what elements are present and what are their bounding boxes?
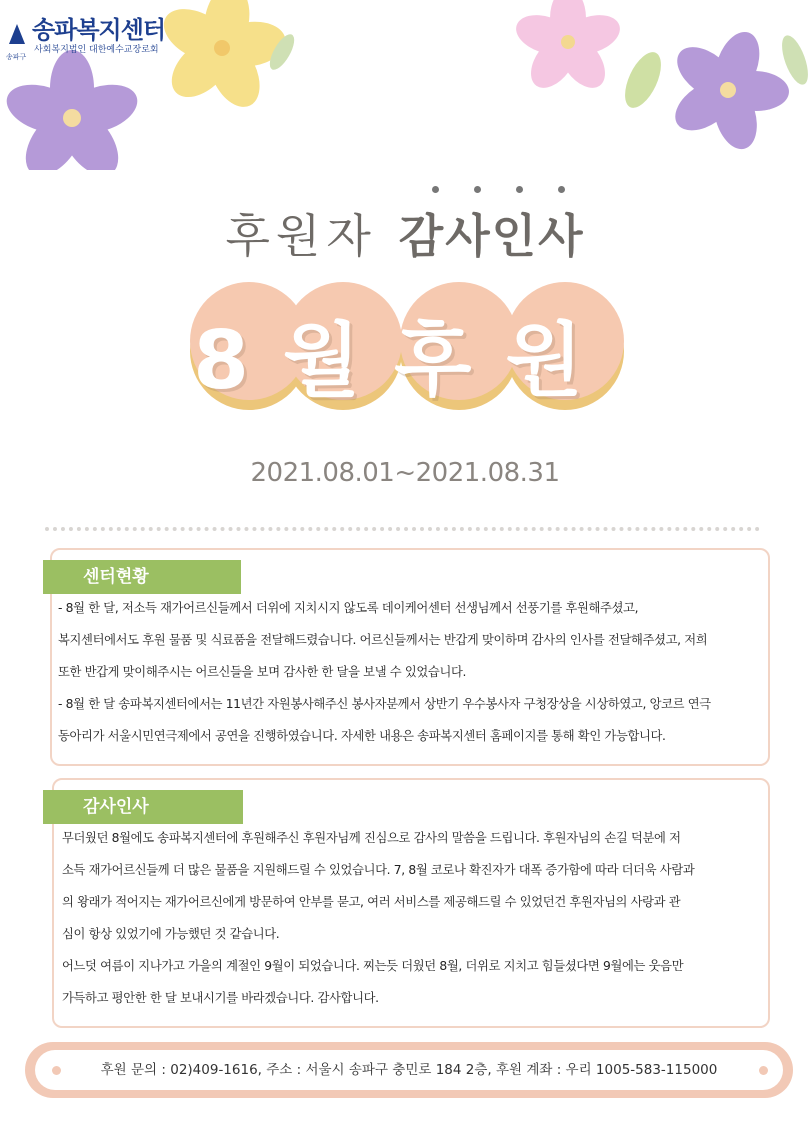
purple-flower-icon (666, 26, 789, 154)
emphasis-dot (516, 186, 523, 193)
pink-flower-icon (511, 0, 625, 96)
body-line: 가득하고 평안한 한 달 보내시기를 바라겠습니다. 감사합니다. (62, 991, 379, 1005)
purple-flower-icon (1, 50, 144, 170)
body-line: 소득 재가어르신들께 더 많은 물품을 지원해드릴 수 있었습니다. 7, 8월 코로나 확진자가 대폭 증가함에 따라 더더욱 사람과 (62, 863, 695, 877)
body-line: 또한 반갑게 맞이해주시는 어르신들을 보며 감사한 한 달을 보낼 수 있었습니다. (58, 665, 467, 679)
contact-info: 후원 문의 : 02)409-1616, 주소 : 서울시 송파구 충민로 184 2층, 후원 계좌 : 우리 1005-583-115000 (100, 1062, 718, 1078)
body-line: 의 왕래가 적어지는 재가어르신에게 방문하여 안부를 묻고, 여러 서비스를 제공해드릴 수 있었던건 후원자님의 사랑과 관 (62, 895, 681, 909)
dotted-divider (45, 527, 760, 531)
page-title (0, 200, 810, 266)
body-line: 어느덧 여름이 지나가고 가을의 계절인 9월이 되었습니다. 찌는듯 더웠던 8월, 더위로 지치고 힘들셨다면 9월에는 웃음만 (62, 959, 684, 973)
title-bold: 감사인사 (398, 209, 585, 263)
logo-title: 송파복지센터 (32, 16, 166, 44)
logo-subtitle: 사회복지법인 대한예수교장로회 (34, 45, 159, 55)
thanks-body (62, 822, 762, 1014)
yellow-flower-icon (155, 0, 288, 115)
body-line: 복지센터에서도 후원 물품 및 식료품을 전달해드렸습니다. 어르신들께서는 반갑게 맞이하며 감사의 인사를 전달해주셨고, 저희 (58, 633, 708, 647)
body-line: 심이 항상 있었기에 가능했던 것 같습니다. (62, 927, 280, 941)
emphasis-dot (558, 186, 565, 193)
emphasis-dot (432, 186, 439, 193)
leaf-icon (618, 47, 669, 113)
body-line: - 8월 한 달 송파복지센터에서는 11년간 자원봉사해주신 봉사자분께서 상반기 우수봉사자 구청장상을 시상하였고, 앙코르 연극 (58, 697, 711, 711)
body-line: - 8월 한 달, 저소득 재가어르신들께서 더위에 지치시지 않도록 데이케어센터 선생님께서 선풍기를 후원해주셨고, (58, 601, 639, 615)
body-line: 동아리가 서울시민연극제에서 공연을 진행하였습니다. 자세한 내용은 송파복지센터 홈페이지를 통해 확인 가능합니다. (58, 729, 666, 743)
emphasis-dot (474, 186, 481, 193)
body-line: 무더웠던 8월에도 송파복지센터에 후원해주신 후원자님께 진심으로 감사의 말씀을 드립니다. 후원자님의 손길 덕분에 저 (62, 831, 681, 845)
logo-region: 송파구 (6, 53, 27, 61)
thanks-tag: 감사인사 (43, 790, 243, 824)
center-status-tag: 센터현황 (43, 560, 241, 594)
period-text: 2021.08.01~2021.08.31 (250, 458, 560, 488)
title-light: 후원자 (225, 209, 377, 263)
logo-mark-icon (8, 22, 26, 48)
month-banner: 8월후원 (193, 314, 617, 407)
center-status-body (58, 592, 764, 752)
